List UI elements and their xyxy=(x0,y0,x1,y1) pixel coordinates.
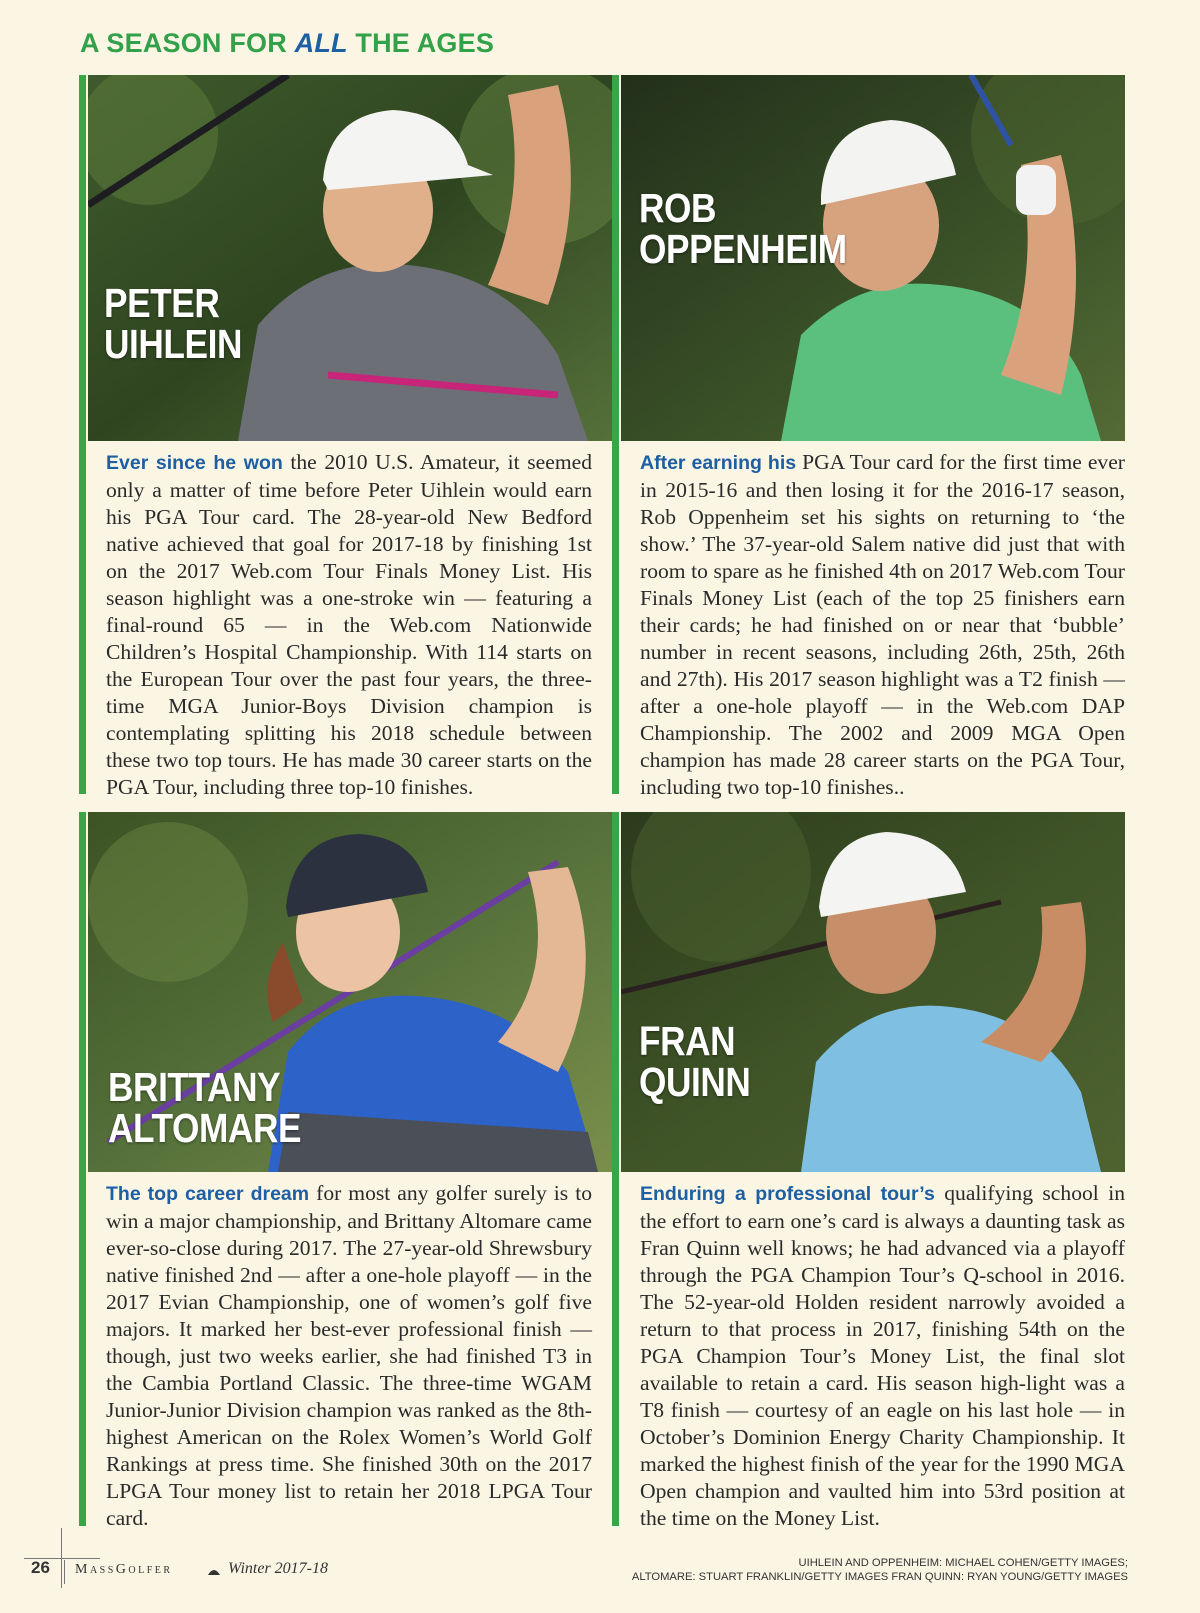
paragraph: the 2010 U.S. Amateur, it seemed only a matter of time before Peter Uihlein would earn his PGA Tour card. The 28-year-old New Bedford native achieved that goal for 2017-18 by finishing 1st on the 2017 Web.com Tour Finals Money List. His season highlight was a one-stroke win — featuring a final-round 65 — in the Web.com Nationwide Children’s Hospital Championship. With 114 starts on the European Tour over the past four years, the three-time MGA Junior-Boys Division champion is contemplating splitting his 2018 schedule between these two top tours. He has made 30 career starts on the PGA Tour, including three top-10 finishes. xyxy=(106,450,592,799)
name-rob-oppenheim: ROB OPPENHEIM xyxy=(639,185,847,272)
photo-fran-quinn xyxy=(621,812,1125,1172)
profile-text-fran-quinn xyxy=(640,1180,1125,1532)
left-column-rule-bottom xyxy=(79,812,86,1526)
paragraph: qualifying school in the effort to earn one’s card is always a daunting task as Fran Quinn well knows; he had advanced via a playoff through the PGA Champion Tour’s Q-school in 2016. The 52-year-old Holden resident narrowly avoided a return to that process in 2017, finishing 54th on the PGA Champion Tour’s Money List, the final slot available to retain a card. His season high-light was a T8 finish — courtesy of an eagle on his last hole — in October’s Dominion Energy Charity Championship. It marked the highest finish of the year for the 1990 MGA Open champion and vaulted him into 53rd position at the time on the Money List. xyxy=(640,1181,1125,1530)
photo-credits xyxy=(528,1556,1128,1584)
golfer-photo-illustration xyxy=(88,75,612,441)
footer-divider xyxy=(64,1560,65,1584)
center-column-rule-top xyxy=(612,75,619,794)
profile-text-peter-uihlein xyxy=(106,449,592,801)
name-peter-uihlein: PETER UIHLEIN xyxy=(104,280,243,367)
golfer-photo-illustration xyxy=(621,812,1125,1172)
center-column-rule-bottom xyxy=(612,812,619,1526)
profile-text-rob-oppenheim xyxy=(640,449,1125,801)
lead-in: Ever since he won xyxy=(106,452,283,474)
title-prefix: A SEASON FOR xyxy=(80,28,295,58)
section-title xyxy=(80,28,494,59)
page-number: 26 xyxy=(31,1558,50,1577)
left-column-rule-top xyxy=(79,75,86,794)
lead-in: The top career dream xyxy=(106,1183,310,1205)
profile-text-brittany-altomare xyxy=(106,1180,592,1532)
lead-in: After earning his xyxy=(640,452,797,474)
issue-date: Winter 2017-18 xyxy=(228,1560,328,1577)
lead-in: Enduring a professional tour’s xyxy=(640,1183,935,1205)
title-suffix: THE AGES xyxy=(347,28,495,58)
credit-line: ALTOMARE: STUART FRANKLIN/GETTY IMAGES FRAN QUINN: RYAN YOUNG/GETTY IMAGES xyxy=(631,1571,1128,1583)
paragraph: for most any golfer surely is to win a major championship, and Brittany Altomare came ever-so-close during 2017. The 27-year-old Shrewsbury native finished 2nd — after a one-hole playoff — in the 2017 Evian Championship, one of women’s golf five majors. It marked her best-ever professional finish — though, just two weeks earlier, she had finished T3 in the Cambia Portland Classic. The three-time WGAM Junior-Junior Division champion was ranked as the 8th-highest American on the Rolex Women’s World Golf Rankings at press time. She finished 30th on the 2017 LPGA Tour money list to retain her 2018 LPGA Tour card. xyxy=(106,1181,592,1530)
name-brittany-altomare: BRITTANY ALTOMARE xyxy=(108,1064,302,1151)
magazine-name: MassGolfer xyxy=(75,1562,173,1577)
title-emphasis: ALL xyxy=(294,28,348,58)
name-fran-quinn: FRAN QUINN xyxy=(639,1018,751,1105)
photo-peter-uihlein xyxy=(88,75,612,441)
paragraph: PGA Tour card for the first time ever in 2015-16 and then losing it for the 2016-17 season, Rob Oppenheim set his sights on returning to ‘the show.’ The 37-year-old Salem native did just that with room to spare as he finished 4th on 2017 Web.com Tour Finals Money List (each of the top 25 finishers earn their cards; he had finished on or near that ‘bubble’ number in recent seasons, including 26th, 25th, 26th and 27th). His 2017 season highlight was a T2 finish — after a one-hole playoff — in the Web.com DAP Championship. The 2002 and 2009 MGA Open champion has made 28 career starts on the PGA Tour, including two top-10 finishes.. xyxy=(640,450,1125,799)
credit-line: UIHLEIN AND OPPENHEIM: MICHAEL COHEN/GETTY IMAGES; xyxy=(798,1557,1128,1569)
mound-icon xyxy=(208,1567,220,1575)
